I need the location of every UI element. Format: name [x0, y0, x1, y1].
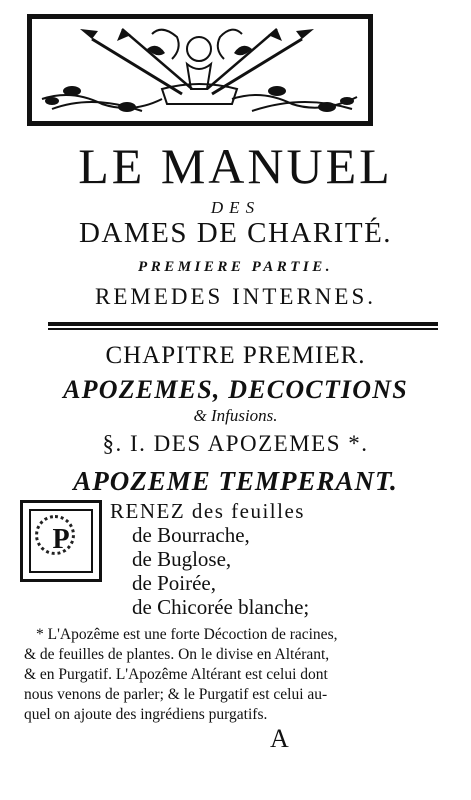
signature-mark: A — [270, 724, 289, 753]
decorative-headpiece — [27, 14, 373, 126]
book-title: LE MANUEL — [78, 138, 393, 194]
recipe-title: APOZEME TEMPERANT. — [73, 466, 398, 496]
section-heading: §. I. DES APOZEMES *. — [102, 431, 369, 456]
recipe-line: de Buglose, — [132, 547, 232, 571]
recipe-line: de Poirée, — [132, 571, 216, 595]
chapter-subtitle: APOZEMES, DECOCTIONS — [63, 375, 408, 404]
chapter-heading: CHAPITRE PREMIER. — [105, 342, 366, 369]
divider-rule-thin — [48, 328, 438, 330]
footnote-line: & de feuilles de plantes. On le divise en Altérant, — [24, 646, 330, 663]
drop-cap-letter: P — [52, 524, 70, 555]
footnote-line: * L'Apozême est une forte Décoction de racines, — [36, 626, 338, 643]
recipe-line: de Chicorée blanche; — [132, 595, 310, 619]
footnote-line: & en Purgatif. L'Apozême Altérant est celui dont — [24, 666, 328, 683]
footnote-line: quel on ajoute des ingrédiens purgatifs. — [24, 706, 268, 723]
trophy-ornament-icon — [32, 19, 368, 121]
part-heading: PREMIERE PARTIE. — [138, 259, 333, 275]
title-des: DES — [210, 198, 261, 217]
section-title: REMEDES INTERNES. — [95, 284, 376, 309]
recipe-line: RENEZ des feuilles — [110, 499, 305, 523]
footnote-line: nous venons de parler; & le Purgatif est celui au- — [24, 686, 328, 703]
divider-rule-thick — [48, 322, 438, 326]
drop-cap-frame — [20, 500, 102, 582]
recipe-line: de Bourrache, — [132, 523, 250, 547]
title-dames-de-charite: DAMES DE CHARITÉ. — [78, 217, 393, 249]
chapter-subtitle-infusions: & Infusions. — [193, 406, 278, 425]
